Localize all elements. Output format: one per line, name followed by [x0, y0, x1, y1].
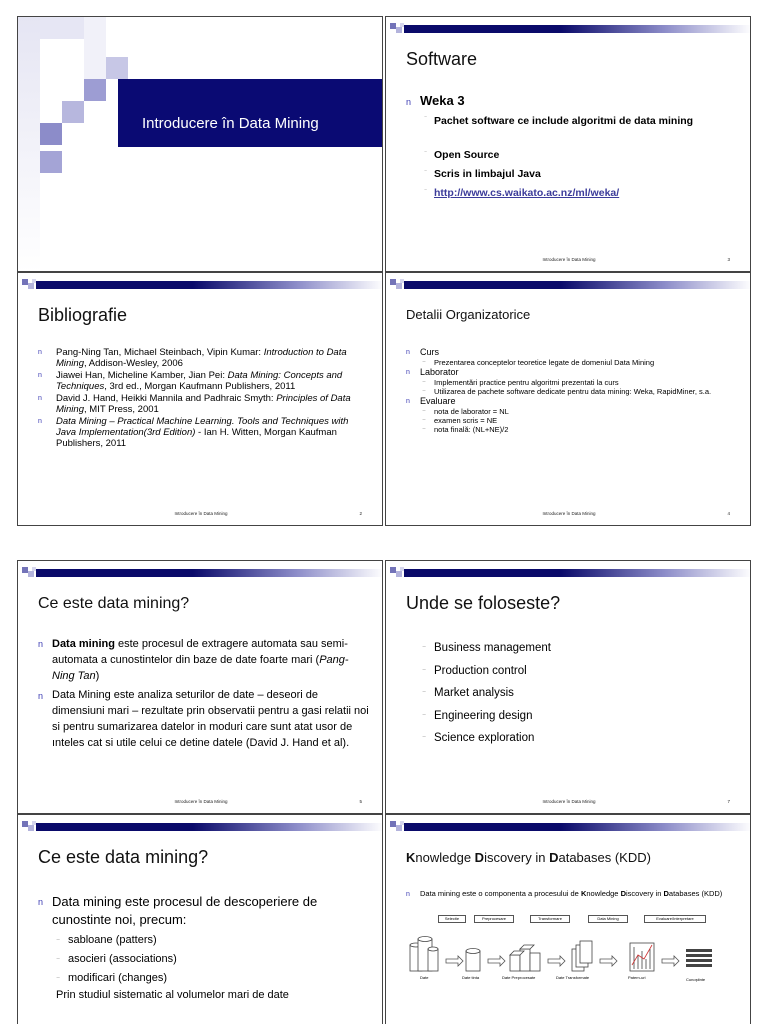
- details-subitem: ⁻ examen scris = NE: [422, 416, 498, 425]
- slide-title: [17, 16, 383, 272]
- label-date-tinta: Date tinta: [462, 975, 480, 980]
- bibliography-item: n Data Mining – Practical Machine Learning. Tools and Techniques with Java Implementation(3rd Edition) - Ian H. Witten, Morgan Kaufman Publishers, 2011: [38, 416, 349, 449]
- bullet-marker: n: [38, 349, 42, 356]
- slide-kdd: Knowledge Discovery in Databases (KDD) n Data mining este o componenta a procesului de Knowledge Discovery in Databases (KDD) Selectie Preprocesare Transformare Data Mining Evaluare/Interpretare Date Date tinta Date Preprocesate Date Transformate Patern-uri Cunoştinte: [385, 814, 751, 1024]
- title-band: [118, 79, 383, 147]
- details-subitem: ⁻ Utilizarea de pachete software dedicate pentru data mining: Weka, RapidMiner, s.a.: [422, 387, 712, 396]
- usage-item: ⁻ Science exploration: [422, 732, 535, 744]
- bibliography-list: [38, 347, 368, 450]
- header-bar: [386, 567, 751, 579]
- header-bar: [18, 567, 383, 579]
- bullet-marker: n: [406, 398, 410, 405]
- slide-detalii: Detalii Organizatorice n Curs ⁻ Prezentarea conceptelor teoretice legate de domeniul Data Mining n Laborator ⁻ Implementări practice pentru algoritmi prezentati la curs ⁻ Utilizarea de pachete software dedicate pentru data mining: Weka, RapidMiner, s.a. n Evaluare ⁻ nota de laborator = NL ⁻ examen scris = NE ⁻ nota finală: (NL+NE)/2 Introducere în Data Mining 4: [385, 272, 751, 526]
- sub-item: Open Source: [434, 149, 500, 161]
- bullet-marker: n: [38, 418, 42, 425]
- kdd-diagram: [386, 915, 751, 1024]
- details-section: n Curs: [406, 347, 440, 357]
- step-data-mining: Data Mining: [588, 915, 628, 923]
- kdd-flow-graphic: [386, 925, 751, 995]
- example-item: ⁻ modificari (changes): [56, 972, 168, 984]
- step-transformare: Transformare: [530, 915, 570, 923]
- sub-item: Scris in limbajul Java: [434, 168, 541, 180]
- header-bar: [18, 821, 383, 833]
- bibliography-item: n David J. Hand, Heikki Mannila and Padhraic Smyth: Principles of Data Mining, MIT Press, 2001: [38, 393, 351, 415]
- label-date: Date: [420, 975, 429, 980]
- usage-item: ⁻ Business management: [422, 642, 551, 654]
- slide-heading: Unde se foloseste?: [406, 593, 561, 613]
- bibliography-item: n Jiawei Han, Micheline Kamber, Jian Pei: Data Mining: Concepts and Techniques, 3rd ed., Morgan Kaufmann Publishers, 2011: [38, 370, 343, 392]
- bullet-marker: n: [406, 369, 410, 376]
- weka-link[interactable]: http://www.cs.waikato.ac.nz/ml/weka/: [434, 187, 620, 199]
- bullet-marker: n: [38, 372, 42, 379]
- kdd-text: Data mining este o componenta a procesului de Knowledge Discovery in Databases (KDD): [420, 889, 723, 898]
- header-bar: [18, 279, 383, 291]
- label-cunostinte: Cunoştinte: [686, 977, 706, 982]
- usage-item: ⁻ Market analysis: [422, 687, 514, 699]
- step-preprocesare: Preprocesare: [474, 915, 514, 923]
- details-subitem: ⁻ nota de laborator = NL: [422, 407, 509, 416]
- slide-ce-este-1: Ce este data mining? n Data mining este procesul de extragere automata sau semi-automata a cunostintelor din baze de date foarte mari (Pang-Ning Tan) n Data Mining este analiza seturilor de date – deseori de dimensiuni mari – rezultate prin observatii pentru a gasi relatii noi si pentru sumarizarea datelor in moduri care sunt atat usor de ınteles cat si utile celui ce detine datele (David J. Hand et al). Introducere în Data Mining 5: [17, 560, 383, 814]
- details-subitem: ⁻ Implementări practice pentru algoritmi prezentati la curs: [422, 378, 619, 387]
- slide-software: Software n Weka 3 ⁻ Pachet software ce include algoritmi de data mining ⁻ Open Source ⁻ Scris in limbajul Java ⁻ http://www.cs.waikato.ac.nz/ml/weka/ Introducere în Data Mining 3: [385, 16, 751, 272]
- lead-text: Data mining este procesul de descoperiere de cunostinte noi, precum:: [52, 894, 318, 927]
- slide-ce-este-2: Ce este data mining? n Data mining este procesul de descoperiere de cunostinte noi, precum: ⁻ sabloane (patters) ⁻ asocieri (associations) ⁻ modificari (changes) Prin studiul sistematic al volumelor mari de date: [17, 814, 383, 1024]
- header-bar: [386, 279, 751, 291]
- usage-list: [422, 637, 722, 750]
- header-bar: [386, 821, 751, 833]
- details-section: n Laborator: [406, 367, 459, 377]
- details-subitem: ⁻ Prezentarea conceptelor teoretice legate de domeniul Data Mining: [422, 358, 655, 367]
- main-item: Weka 3: [420, 93, 465, 108]
- example-item: ⁻ asocieri (associations): [56, 953, 177, 965]
- slide-heading: Ce este data mining?: [38, 595, 190, 612]
- step-selectie: Selectie: [438, 915, 466, 923]
- header-bar: [386, 23, 751, 35]
- slide-heading: Bibliografie: [38, 305, 128, 325]
- details-section: n Evaluare: [406, 396, 456, 406]
- tail-text: Prin studiul sistematic al volumelor mari de date: [56, 989, 289, 1001]
- step-evaluare: Evaluare/Interpretare: [644, 915, 706, 923]
- usage-item: ⁻ Engineering design: [422, 709, 533, 722]
- slide-bibliografie: Bibliografie n Pang-Ning Tan, Michael Steinbach, Vipin Kumar: Introduction to Data Mining, Addison-Wesley, 2006 n Jiawei Han, Micheline Kamber, Jian Pei: Data Mining: Concepts and Techniques, 3rd ed., Morgan Kaufmann Publishers, 2011 n David J. Hand, Heikki Mannila and Padhraic Smyth: Principles of Data Mining, MIT Press, 2001 n Data Mining – Practical Machine Learning. Tools and Techniques with Java Implementation(3rd Edition) - Ian H. Witten, Morgan Kaufman Publishers, 2011 Introducere în Data Mining 2: [17, 272, 383, 526]
- label-date-preprocesate: Date Preprocesate: [502, 975, 536, 980]
- sub-item: Pachet software ce include algoritmi de data mining: [434, 115, 694, 127]
- details-list: [406, 347, 736, 434]
- example-item: ⁻ sabloane (patters): [56, 934, 157, 946]
- bullet-marker: n: [38, 395, 42, 402]
- details-subitem: ⁻ nota finală: (NL+NE)/2: [422, 425, 509, 434]
- paragraph-1: Data mining este procesul de extragere automata sau semi-automata a cunostintelor din baze de date foarte mari (Pang-Ning Tan): [52, 638, 349, 682]
- examples-list: [56, 931, 356, 988]
- slide-heading: Detalii Organizatorice: [406, 307, 531, 322]
- slide-heading: Knowledge Discovery in Databases (KDD): [406, 850, 651, 865]
- paragraph-2: Data Mining este analiza seturilor de date – deseori de dimensiuni mari – rezultate prin observatii pentru a gasi relatii noi si pentru sumarizarea datelor in moduri care sunt atat usor de ınteles cat si utile celui ce detine datele (David J. Hand et al).: [52, 689, 369, 749]
- bullet-marker: n: [406, 349, 410, 356]
- bibliography-item: n Pang-Ning Tan, Michael Steinbach, Vipin Kumar: Introduction to Data Mining, Addison-Wesley, 2006: [38, 347, 347, 369]
- label-paternuri: Patern-uri: [628, 975, 646, 980]
- slide-heading: Software: [406, 49, 478, 69]
- bullet-marker: n: [406, 97, 412, 107]
- usage-item: ⁻ Production control: [422, 664, 527, 677]
- slide-heading: Ce este data mining?: [38, 847, 209, 867]
- slide-unde: Unde se foloseste? ⁻ Business management ⁻ Production control ⁻ Market analysis ⁻ Engineering design ⁻ Science exploration Introducere în Data Mining 7: [385, 560, 751, 814]
- label-date-transformate: Date Transformate: [556, 975, 590, 980]
- document-page-2: [0, 538, 768, 1024]
- slide-title-text: Introducere în Data Mining: [142, 115, 319, 132]
